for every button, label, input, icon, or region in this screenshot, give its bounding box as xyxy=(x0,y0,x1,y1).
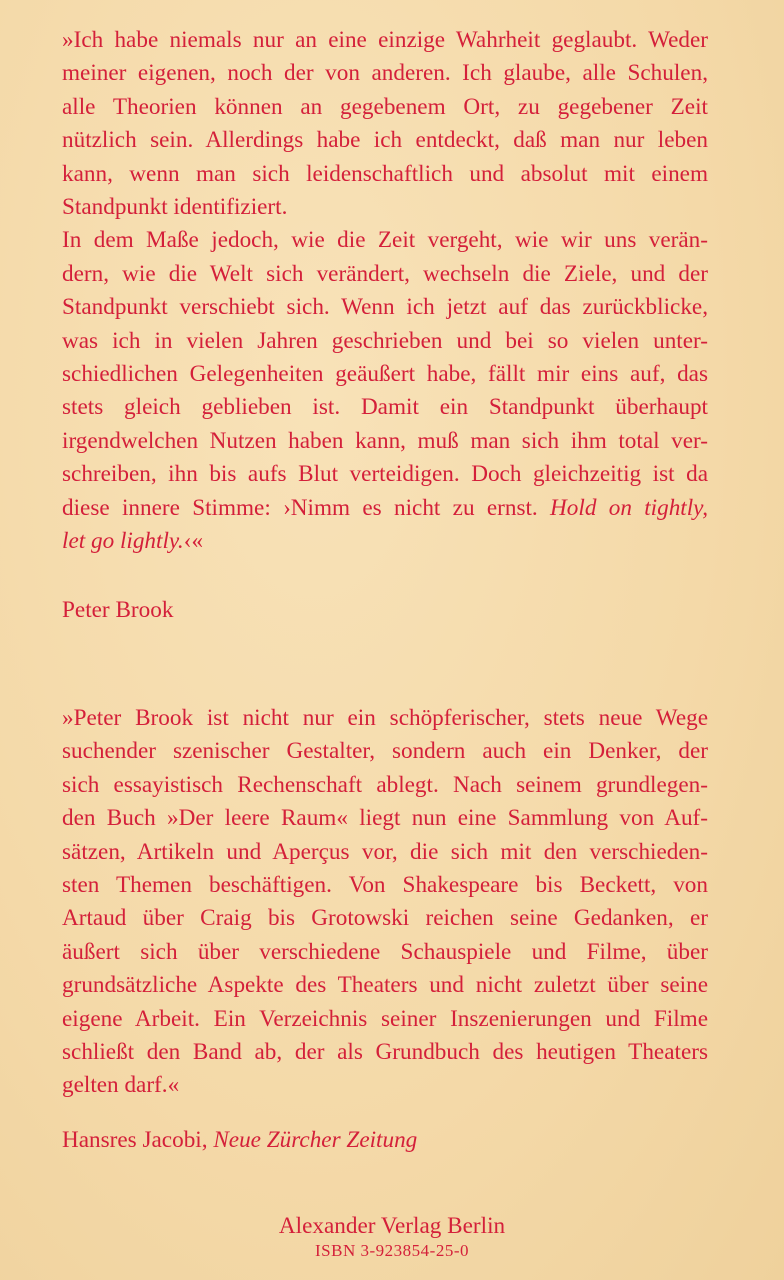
isbn-number: ISBN 3-923854-25-0 xyxy=(315,1241,469,1260)
quote2-line: Artaud über Craig bis Grotowski reichen seine Gedanken, er xyxy=(62,905,708,932)
quote1-line: dern, wie die Welt sich verändert, wechseln die Ziele, und der xyxy=(62,260,708,287)
quote2-line: »Peter Brook ist nicht nur ein schöpferischer, stets neue Wege xyxy=(62,705,708,731)
quote1-line: stets gleich geblieben ist. Damit ein Standpunkt überhaupt xyxy=(62,394,708,421)
quote2-line: grundsätzliche Aspekte des Theaters und nicht zuletzt über seine xyxy=(62,972,708,999)
quote1-line: nützlich sein. Allerdings habe ich entdeckt, daß man nur leben xyxy=(62,127,708,154)
quote2-line: sich essayistisch Rechenschaft ablegt. Nach seinem grundlegen- xyxy=(62,771,708,798)
quote2-line: den Buch »Der leere Raum« liegt nun eine Sammlung von Auf- xyxy=(62,805,708,832)
quote1-line: schiedlichen Gelegenheiten geäußert habe, fällt mir eins auf, das xyxy=(62,361,708,388)
quote1-line: schreiben, ihn bis aufs Blut verteidigen. Doch gleichzeitig ist da xyxy=(62,461,708,488)
quote1-line: alle Theorien können an gegebenem Ort, zu gegebener Zeit xyxy=(62,93,708,120)
attribution-review xyxy=(62,1124,417,1157)
quote1-line: irgendwelchen Nutzen haben kann, muß man sich ihm total ver- xyxy=(62,427,708,454)
quote2-line: äußert sich über verschiedene Schauspiele und Filme, über xyxy=(62,938,708,965)
reviewer-name: Hansres Jacobi, xyxy=(62,1127,208,1153)
quote2-line: sätzen, Artikeln und Aperçus vor, die sich mit den verschieden- xyxy=(62,838,708,865)
quote1-line: Standpunkt identifiziert. xyxy=(62,194,288,221)
quote1-line16-end: ‹« xyxy=(183,528,204,555)
quote1-line15-plain: diese innere Stimme: ›Nimm es nicht zu ernst. xyxy=(62,494,538,521)
quote1-line: meiner eigenen, noch der von anderen. Ich glaube, alle Schulen, xyxy=(62,60,708,87)
quote1-line: was ich in vielen Jahren geschrieben und bei so vielen unter- xyxy=(62,327,708,354)
quote2-line: sten Themen beschäftigen. Von Shakespeare bis Beckett, von xyxy=(62,872,708,899)
quote2-line: eigene Arbeit. Ein Verzeichnis seiner Inszenierungen und Filme xyxy=(62,1005,708,1032)
quote1-line15-italic: Hold on tightly, xyxy=(550,494,708,521)
review-source: Neue Zürcher Zeitung xyxy=(213,1127,418,1153)
quote1-line-mixed xyxy=(62,492,708,525)
quote2-line: suchender szenischer Gestalter, sondern auch ein Denker, der xyxy=(62,738,708,765)
quote1-line: »Ich habe niemals nur an eine einzige Wahrheit geglaubt. Weder xyxy=(62,27,708,53)
quote1-line16-italic: let go lightly. xyxy=(62,528,184,555)
attribution-peter-brook: Peter Brook xyxy=(62,597,174,623)
quote1-line: Standpunkt verschiebt sich. Wenn ich jetzt auf das zurückblicke, xyxy=(62,294,708,321)
quote1-line-final xyxy=(62,525,708,558)
quote-review xyxy=(62,702,708,1103)
quote2-line: schließt den Band ab, der als Grundbuch des heutigen Theaters xyxy=(62,1039,708,1066)
quote-peter-brook xyxy=(62,24,708,559)
quote1-line: kann, wenn man sich leidenschaftlich und absolut mit einem xyxy=(62,160,708,187)
quote2-line-final: gelten darf.« xyxy=(62,1072,180,1099)
publisher-name: Alexander Verlag Berlin xyxy=(278,1213,506,1239)
quote1-line: In dem Maße jedoch, wie die Zeit vergeht, wie wir uns verän- xyxy=(62,227,708,254)
